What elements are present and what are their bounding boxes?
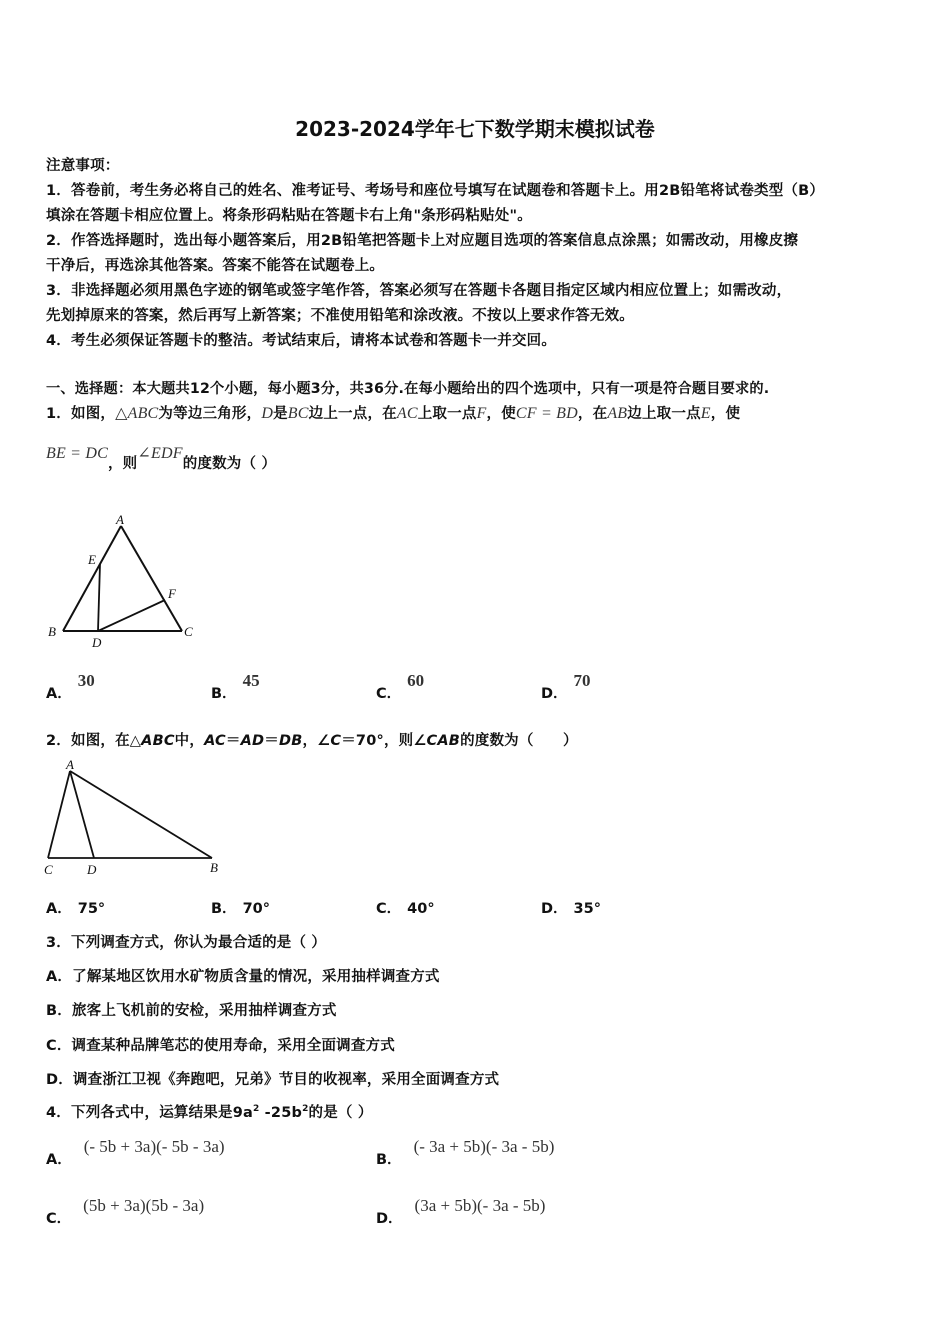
notice-line: 填涂在答题卡相应位置上。将条形码粘贴在答题卡右上角"条形码粘贴处"。: [46, 208, 532, 224]
question-3-stem: 3．下列调查方式，你认为最合适的是（ ）: [46, 935, 327, 951]
segment-de: [98, 564, 100, 631]
notice-line: 先划掉原来的答案，然后再写上新答案；不准使用铅笔和涂改液。不按以上要求作答无效。: [46, 308, 634, 324]
notice-line: 4．考生必须保证答题卡的整洁。考试结束后，请将本试卷和答题卡一并交回。: [46, 333, 557, 349]
question-1-figure: [44, 510, 204, 650]
q2-option-b[interactable]: B． 70°: [211, 901, 270, 917]
notice-line: 干净后，再选涂其他答案。答案不能答在试题卷上。: [46, 258, 385, 274]
notice-heading: 注意事项：: [46, 158, 120, 174]
q3-option-a[interactable]: A．了解某地区饮用水矿物质含量的情况，采用抽样调查方式: [46, 969, 440, 985]
page-title: 2023-2024学年七下数学期末模拟试卷: [295, 117, 655, 141]
question-2-stem: 2．如图，在△ABC中，AC＝AD＝DB，∠C＝70°，则∠CAB的度数为（ ）: [46, 733, 578, 749]
q3-option-b[interactable]: B．旅客上飞机前的安检，采用抽样调查方式: [46, 1003, 337, 1019]
notice-line: 2．作答选择题时，选出每小题答案后，用2B铅笔把答题卡上对应题目选项的答案信息点涂黑；如需改动，用橡皮擦: [46, 233, 799, 249]
question-2-figure: [40, 755, 230, 880]
label-c: C: [44, 862, 53, 877]
question-1-stem-cont: BE = DC，则∠EDF的度数为（ ）: [46, 445, 277, 472]
question-4-stem: 4．下列各式中，运算结果是$9a^2$ $-25b^2$的是（ ）: [46, 1104, 373, 1121]
q1-option-b[interactable]: B．45: [211, 671, 260, 702]
q1-option-a[interactable]: A．30: [46, 671, 95, 702]
edge-ac: [48, 771, 70, 858]
q3-option-c[interactable]: C．调查某种品牌笔芯的使用寿命，采用全面调查方式: [46, 1038, 395, 1054]
q4-option-d[interactable]: D．(3a + 5b)(- 3a - 5b): [376, 1196, 546, 1227]
label-b: B: [210, 860, 218, 875]
label-b: B: [48, 624, 56, 639]
q2-option-d[interactable]: D． 35°: [541, 901, 601, 917]
edge-ab: [63, 526, 121, 631]
q1-option-c[interactable]: C．60: [376, 671, 425, 702]
q4-option-a[interactable]: A．(- 5b + 3a)(- 5b - 3a): [46, 1137, 225, 1168]
label-a: A: [116, 512, 124, 527]
q4-option-b[interactable]: B．(- 3a + 5b)(- 3a - 5b): [376, 1137, 555, 1168]
label-a: A: [66, 757, 74, 772]
q2-option-c[interactable]: C． 40°: [376, 901, 435, 917]
notice-line: 1．答卷前，考生务必将自己的姓名、准考证号、考场号和座位号填写在试题卷和答题卡上。用2B铅笔将试卷类型（B）: [46, 183, 825, 199]
label-d: D: [87, 862, 97, 877]
label-f: F: [168, 586, 176, 601]
question-1-stem: 1．如图，△ABC为等边三角形，D是BC边上一点，在AC上取一点F，使CF = BD，在AB边上取一点E，使: [46, 405, 741, 422]
q1-option-d[interactable]: D．70: [541, 671, 591, 702]
notice-line: 3．非选择题必须用黑色字迹的钢笔或签字笔作答，答案必须写在答题卡各题目指定区域内相应位置上；如需改动，: [46, 283, 792, 299]
label-c: C: [184, 624, 193, 639]
section-heading: 一、选择题：本大题共12个小题，每小题3分，共36分.在每小题给出的四个选项中，只有一项是符合题目要求的.: [46, 381, 770, 397]
label-d: D: [92, 635, 102, 650]
segment-df: [98, 600, 165, 631]
q2-option-a[interactable]: A． 75°: [46, 901, 106, 917]
q3-option-d[interactable]: D．调查浙江卫视《奔跑吧，兄弟》节目的收视率，采用全面调查方式: [46, 1072, 500, 1088]
q4-option-c[interactable]: C．(5b + 3a)(5b - 3a): [46, 1196, 205, 1227]
label-e: E: [88, 552, 96, 567]
